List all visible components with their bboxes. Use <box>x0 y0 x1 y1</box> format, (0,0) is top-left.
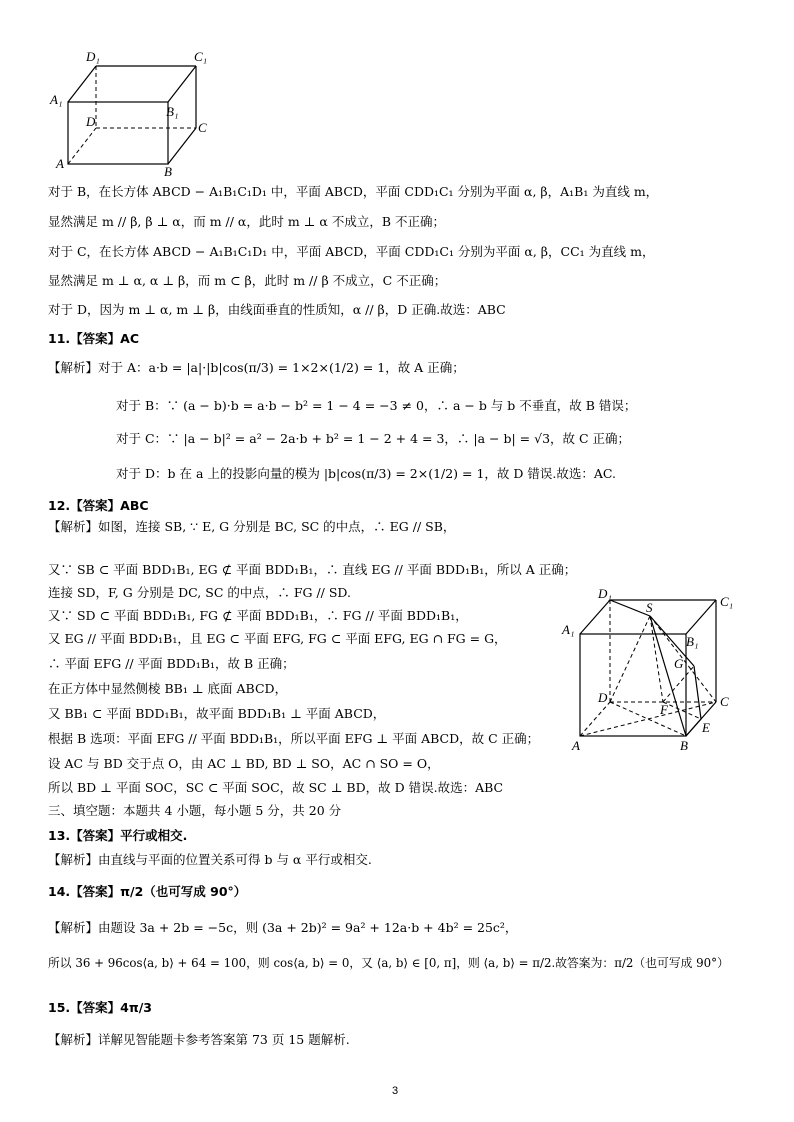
q12-analysis-3: 连接 SD，F, G 分别是 DC, SC 的中点，∴ FG // SD. <box>48 585 351 600</box>
q11-analysis-b: 对于 B：∵ (a − b)·b = a·b − b² = 1 − 4 = −3 ≠ 0，∴ a − b 与 b 不垂直，故 B 错误； <box>116 398 637 413</box>
q13-analysis: 【解析】由直线与平面的位置关系可得 b 与 α 平行或相交. <box>48 852 372 867</box>
label-B1: B₁ <box>166 104 179 119</box>
label-A1: A₁ <box>562 622 575 637</box>
label-F: F <box>660 702 668 717</box>
q11-analysis-c: 对于 C：∵ |a − b|² = a² − 2a·b + b² = 1 − 2 + 4 = 3，∴ |a − b| = √3，故 C 正确； <box>116 431 631 446</box>
q12-analysis-11: 所以 BD ⊥ 平面 SOC，SC ⊂ 平面 SOC，故 SC ⊥ BD，故 D 错误.故选：ABC <box>48 780 504 795</box>
label-D1: D₁ <box>598 586 612 601</box>
label-D1: D₁ <box>86 49 100 64</box>
q11-answer: 11.【答案】AC <box>48 331 139 346</box>
q12-answer: 12.【答案】ABC <box>48 498 149 513</box>
line-b-analysis-2: 显然满足 m // β, β ⊥ α，而 m // α，此时 m ⊥ α 不成立，B 不正确； <box>48 214 445 229</box>
q12-analysis-7: 在正方体中显然侧棱 BB₁ ⊥ 底面 ABCD， <box>48 681 288 696</box>
q12-analysis-2: 又∵ SB ⊂ 平面 BDD₁B₁, EG ⊄ 平面 BDD₁B₁，∴ 直线 EG // 平面 BDD₁B₁，所以 A 正确； <box>48 562 577 577</box>
label-S: S <box>646 600 653 615</box>
cube-figure <box>558 586 744 756</box>
q11-analysis-a: 【解析】对于 A：a·b = |a|·|b|cos(π/3) = 1×2×(1/2) = 1，故 A 正确； <box>48 360 465 375</box>
q13-answer: 13.【答案】平行或相交. <box>48 828 188 843</box>
label-C1: C₁ <box>720 594 734 609</box>
label-B: B <box>680 738 688 753</box>
label-A: A <box>572 738 580 753</box>
line-c-analysis-2: 显然满足 m ⊥ α, α ⊥ β，而 m ⊂ β，此时 m // β 不成立，C 不正确； <box>48 273 447 288</box>
page-number: 3 <box>392 1085 399 1097</box>
q12-analysis-1: 【解析】如图，连接 SB, ∵ E, G 分别是 BC, SC 的中点，∴ EG // SB， <box>48 519 456 534</box>
label-B: B <box>164 164 172 179</box>
label-E: E <box>702 720 710 735</box>
q14-analysis-2: 所以 36 + 96cos⟨a, b⟩ + 64 = 100，则 cos⟨a, b⟩ = 0，又 ⟨a, b⟩ ∈ [0, π]，则 ⟨a, b⟩ = π/2.故答案为：π/2（也可写成 90°） <box>48 956 729 970</box>
label-C: C <box>720 694 729 709</box>
label-B1: B₁ <box>686 634 699 649</box>
label-C: C <box>198 120 207 135</box>
q11-analysis-d: 对于 D：b 在 a 上的投影向量的模为 |b|cos(π/3) = 2×(1/2) = 1，故 D 错误.故选：AC. <box>116 466 616 481</box>
q12-analysis-9: 根据 B 选项：平面 EFG // 平面 BDD₁B₁，所以平面 EFG ⊥ 平面 ABCD，故 C 正确； <box>48 731 540 746</box>
line-c-analysis-1: 对于 C，在长方体 ABCD − A₁B₁C₁D₁ 中，平面 ABCD，平面 CDD₁C₁ 分别为平面 α, β，CC₁ 为直线 m， <box>48 244 655 259</box>
q12-analysis-8: 又 BB₁ ⊂ 平面 BDD₁B₁，故平面 BDD₁B₁ ⊥ 平面 ABCD， <box>48 706 386 721</box>
label-C1: C₁ <box>194 49 208 64</box>
q15-answer: 15.【答案】4π/3 <box>48 1000 152 1015</box>
q15-analysis: 【解析】详解见智能题卡参考答案第 73 页 15 题解析. <box>48 1032 350 1047</box>
line-d-analysis: 对于 D，因为 m ⊥ α, m ⊥ β，由线面垂直的性质知，α // β，D 正确.故选：ABC <box>48 302 506 317</box>
section-heading-fill-in: 三、填空题：本题共 4 小题，每小题 5 分，共 20 分 <box>48 803 342 818</box>
label-A: A <box>56 156 64 171</box>
label-D: D <box>598 690 608 705</box>
cuboid-figure <box>48 44 218 180</box>
q12-analysis-6: ∴ 平面 EFG // 平面 BDD₁B₁，故 B 正确； <box>48 656 295 671</box>
label-G: G <box>674 656 684 671</box>
q14-analysis-1: 【解析】由题设 3a + 2b = −5c，则 (3a + 2b)² = 9a² + 12a·b + 4b² = 25c²， <box>48 920 518 935</box>
label-A1: A₁ <box>50 92 63 107</box>
label-D: D <box>86 114 96 129</box>
q12-analysis-10: 设 AC 与 BD 交于点 O，由 AC ⊥ BD, BD ⊥ SO，AC ∩ SO = O， <box>48 756 440 771</box>
q12-analysis-5: 又 EG // 平面 BDD₁B₁，且 EG ⊂ 平面 EFG, FG ⊂ 平面 EFG, EG ∩ FG = G， <box>48 631 507 646</box>
q12-analysis-4: 又∵ SD ⊂ 平面 BDD₁B₁, FG ⊄ 平面 BDD₁B₁，∴ FG // 平面 BDD₁B₁， <box>48 608 468 623</box>
line-b-analysis-1: 对于 B，在长方体 ABCD − A₁B₁C₁D₁ 中，平面 ABCD，平面 CDD₁C₁ 分别为平面 α, β，A₁B₁ 为直线 m， <box>48 184 659 199</box>
q14-answer: 14.【答案】π/2（也可写成 90°） <box>48 884 247 899</box>
